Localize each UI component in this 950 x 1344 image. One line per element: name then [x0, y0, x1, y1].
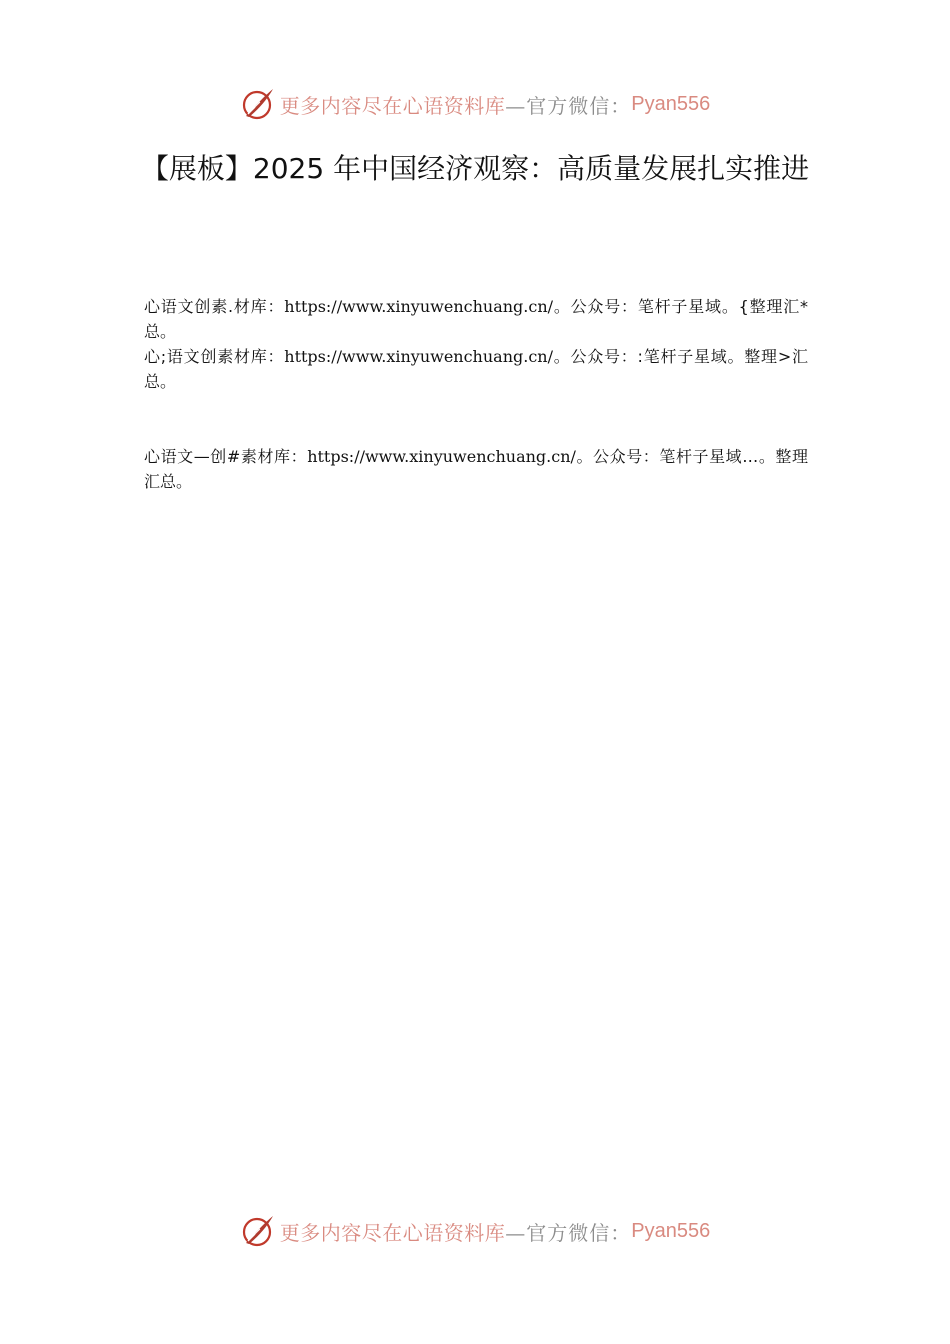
banner-wechat-id: Pyan556: [631, 1219, 711, 1242]
paragraph-suffix: 。公众号：笔杆子星域。{整理汇*总。: [144, 297, 808, 341]
paragraph-suffix: 。公众号：:笔杆子星域。整理>汇总。: [144, 347, 808, 391]
document-body: [144, 294, 808, 494]
document-title: 【展板】2025 年中国经济观察：高质量发展扎实推进: [140, 152, 810, 185]
paragraph-prefix: 心;语文创素材库：: [144, 347, 285, 366]
footer-watermark-banner: [0, 1209, 950, 1253]
quill-pen-logo-icon: [240, 86, 276, 122]
paragraph-prefix: 心语文创素.材库：: [144, 297, 285, 316]
paragraph: [144, 294, 808, 344]
paragraph: [144, 344, 808, 394]
banner-wechat-id: Pyan556: [631, 92, 711, 115]
paragraph-spacer: [144, 394, 808, 444]
banner-slogan: 更多内容尽在心语资料库: [279, 1220, 506, 1245]
banner-wechat-label: —官方微信：: [505, 1220, 632, 1245]
paragraph-url: https://www.xinyuwenchuang.cn/: [284, 297, 554, 316]
banner-wechat-label: —官方微信：: [505, 93, 632, 118]
paragraph-url: https://www.xinyuwenchuang.cn/: [284, 347, 553, 366]
paragraph-prefix: 心语文—创#素材库：: [144, 447, 308, 466]
paragraph-suffix: 。公众号：笔杆子星域…。整理汇总。: [144, 447, 808, 491]
quill-pen-logo-icon: [240, 1213, 276, 1249]
paragraph: [144, 444, 808, 494]
banner-slogan: 更多内容尽在心语资料库: [279, 93, 506, 118]
paragraph-url: https://www.xinyuwenchuang.cn/: [307, 447, 576, 466]
header-watermark-banner: [0, 82, 950, 126]
